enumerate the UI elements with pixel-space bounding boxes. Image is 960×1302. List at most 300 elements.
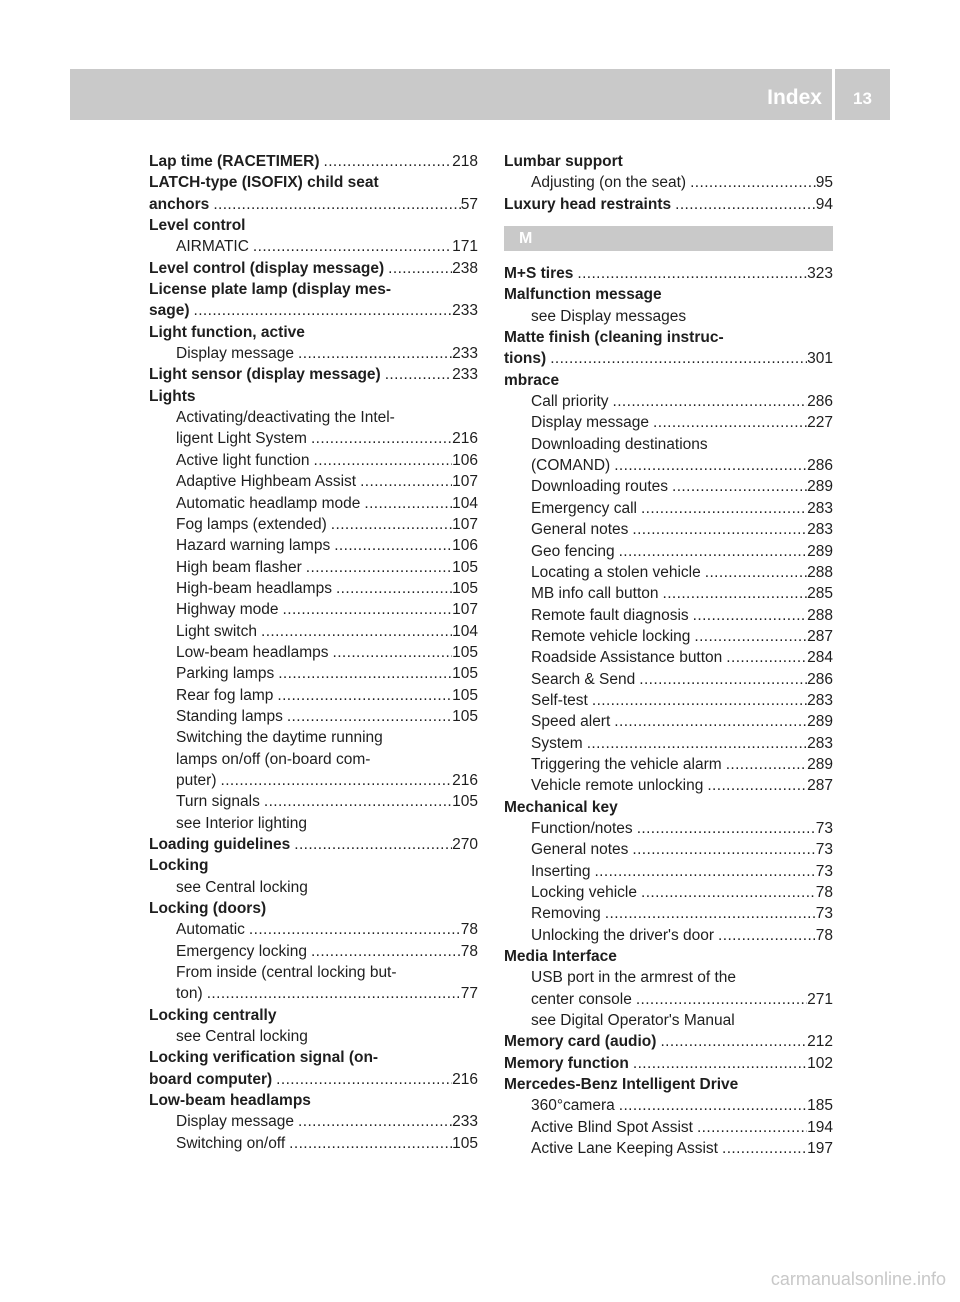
page-reference[interactable]: 284 [807,649,833,667]
index-subentry [149,919,478,940]
index-group-l-continued [504,151,833,215]
entry-text: see Central locking [176,878,308,896]
page-reference[interactable]: 185 [807,1097,833,1115]
index-subentry [149,1111,478,1132]
page-number: 13 [853,89,872,108]
page-reference[interactable]: 77 [460,985,478,1003]
page-reference[interactable]: 104 [452,622,478,640]
page-reference[interactable]: 105 [452,558,478,576]
entry-text: Level control (display message) [149,259,385,277]
entry-text: Adjusting (on the seat) [531,174,687,192]
entry-text: USB port in the armrest of the [531,969,737,987]
index-entry [149,300,478,321]
leader-dots [294,343,452,364]
index-subentry [149,621,478,642]
entry-text: see Central locking [176,1028,308,1046]
index-entry [149,855,478,876]
index-entry [504,284,833,305]
leader-dots [686,172,816,193]
page-reference[interactable]: 57 [460,195,478,213]
index-subentry [149,557,478,578]
page-reference[interactable]: 78 [460,942,478,960]
entry-text: Activating/deactivating the Intel- [176,409,395,427]
entry-text: Parking lamps [176,665,275,683]
index-entry [504,370,833,391]
entry-text: Active Lane Keeping Assist [531,1140,718,1158]
entry-text: Active Blind Spot Assist [531,1118,693,1136]
page-reference[interactable]: 78 [460,921,478,939]
leader-dots [649,412,807,433]
leader-dots [722,754,807,775]
leader-dots [307,941,461,962]
page-reference[interactable]: 289 [807,713,833,731]
entry-text: Turn signals [176,793,260,811]
page-reference[interactable]: 286 [807,457,833,475]
leader-dots [217,770,453,791]
leader-dots [330,535,452,556]
entry-text: Switching on/off [176,1134,286,1152]
entry-text: Fog lamps (extended) [176,515,327,533]
entry-text: License plate lamp (display mes- [149,281,392,299]
index-subentry [149,983,478,1004]
entry-text: 360°camera [531,1097,615,1115]
leader-dots [249,236,452,257]
index-entry [149,386,478,407]
entry-text: Matte finish (cleaning instruc- [504,329,724,347]
index-entry [149,364,478,385]
entry-text: Downloading routes [531,478,669,496]
entry-text: Remote fault diagnosis [531,606,689,624]
entry-text: Function/notes [531,819,633,837]
page-reference[interactable]: 194 [807,1118,833,1136]
index-subentry [149,941,478,962]
leader-dots [573,263,807,284]
entry-text: (COMAND) [531,457,611,475]
leader-dots [590,861,815,882]
index-entry [504,1053,833,1074]
leader-dots [632,989,807,1010]
entry-text: Luxury head restraints [504,195,672,213]
page-reference[interactable]: 78 [815,926,833,944]
entry-text: Light sensor (display message) [149,366,381,384]
entry-text: Emergency locking [176,942,307,960]
index-subentry [504,989,833,1010]
index-subentry [149,236,478,257]
page-reference[interactable]: 105 [452,793,478,811]
page-reference[interactable]: 283 [807,499,833,517]
entry-text: Removing [531,905,601,923]
leader-dots [290,834,452,855]
leader-dots [327,514,452,535]
leader-dots [283,706,452,727]
index-column-right [504,151,833,1159]
entry-text: Mechanical key [504,798,618,816]
index-entry [149,898,478,919]
entry-text: Level control [149,217,246,235]
leader-dots [320,151,453,172]
entry-text: High-beam headlamps [176,579,332,597]
entry-text: sage) [149,302,190,320]
entry-text: Inserting [531,862,591,880]
page-reference[interactable]: 107 [452,473,478,491]
index-subentry [149,535,478,556]
page-reference[interactable]: 287 [807,777,833,795]
leader-dots [279,599,453,620]
index-subentry [504,626,833,647]
leader-dots [294,1111,452,1132]
index-subentry [504,669,833,690]
page-reference[interactable]: 289 [807,755,833,773]
index-subentry [504,498,833,519]
leader-dots [610,711,807,732]
index-subentry [504,967,833,988]
entry-text: LATCH-type (ISOFIX) child seat [149,174,379,192]
entry-text: board computer) [149,1070,273,1088]
leader-dots [615,541,808,562]
entry-text: Hazard warning lamps [176,537,331,555]
index-subentry [149,1133,478,1154]
page-reference[interactable]: 73 [815,862,833,880]
entry-text: Downloading destinations [531,435,708,453]
page-reference[interactable]: 227 [807,414,833,432]
entry-text: Loading guidelines [149,836,291,853]
page-reference[interactable]: 105 [452,643,478,661]
index-subentry [504,733,833,754]
index-entry [504,348,833,369]
index-entry [149,194,478,215]
leader-dots [628,519,807,540]
leader-dots [332,578,452,599]
page-reference[interactable]: 171 [452,238,478,256]
leader-dots [693,1117,807,1138]
page-title: Index [767,86,822,109]
entry-text: Lumbar support [504,153,623,170]
index-subentry [504,172,833,193]
page-reference[interactable]: 73 [815,841,833,859]
page-reference[interactable]: 288 [807,563,833,581]
page-reference[interactable]: 287 [807,627,833,645]
entry-text: Locking vehicle [531,884,637,901]
page-reference[interactable]: 286 [807,393,833,411]
page-reference[interactable]: 105 [452,579,478,597]
index-entry [149,172,478,193]
entry-text: see Digital Operator's Manual [531,1012,735,1030]
leader-dots [310,450,453,471]
entry-text: Locking [149,857,209,875]
index-subentry [504,903,833,924]
index-subentry [504,754,833,775]
leader-dots [689,605,807,626]
page-reference[interactable]: 73 [815,905,833,923]
page-reference[interactable]: 216 [452,771,478,789]
entry-text: Adaptive Highbeam Assist [176,473,357,491]
index-subentry [504,562,833,583]
leader-dots [722,647,807,668]
page-reference[interactable]: 104 [452,494,478,512]
leader-dots [701,562,807,583]
page-reference[interactable]: 270 [452,836,478,853]
index-subentry [149,343,478,364]
page-reference[interactable]: 95 [815,174,833,192]
index-subentry [504,476,833,497]
entry-text: Standing lamps [176,707,283,725]
entry-text: lamps on/off (on-board com- [176,750,371,768]
leader-dots [272,1069,452,1090]
entry-text: Rear fog lamp [176,686,274,704]
index-subentry [149,493,478,514]
leader-dots [583,733,807,754]
index-column-left [149,151,478,1154]
entry-text: Memory function [504,1054,629,1072]
index-entry [149,322,478,343]
index-entry [504,327,833,348]
leader-dots [329,642,453,663]
page-reference[interactable]: 107 [452,515,478,533]
entry-text: Call priority [531,393,609,411]
index-subentry [149,877,478,898]
leader-dots [610,455,807,476]
page-reference[interactable]: 212 [807,1033,833,1051]
watermark: carmanualsonline.info [770,1269,946,1289]
page-reference[interactable]: 233 [452,302,478,320]
index-subentry [504,605,833,626]
entry-text: M+S tires [504,265,574,283]
index-subentry [149,813,478,834]
page-reference[interactable]: 288 [807,606,833,624]
index-entry [149,1047,478,1068]
entry-text: Locating a stolen vehicle [531,563,701,581]
index-subentry [149,663,478,684]
index-entry [504,946,833,967]
leader-dots [360,493,452,514]
page-reference[interactable]: 289 [807,542,833,560]
entry-text: Lights [149,387,196,405]
index-subentry [504,818,833,839]
index-subentry [504,583,833,604]
leader-dots [633,818,816,839]
page-reference[interactable]: 106 [452,537,478,555]
entry-text: Triggering the vehicle alarm [531,755,722,773]
entry-text: Memory card (audio) [504,1033,657,1051]
entry-text: Emergency call [531,499,637,517]
leader-dots [615,1095,807,1116]
leader-dots [356,471,452,492]
page-reference[interactable]: 197 [807,1140,833,1158]
leader-dots [257,621,452,642]
entry-text: Search & Send [531,670,636,688]
leader-dots [629,1053,807,1074]
entry-text: Malfunction message [504,286,662,304]
entry-text: General notes [531,841,629,859]
leader-dots [690,626,807,647]
index-entry [504,151,833,172]
entry-text: Locking (doors) [149,900,267,918]
leader-dots [209,194,460,215]
entry-text: see Interior lighting [176,814,307,832]
entry-text: Vehicle remote unlocking [531,777,704,795]
page-reference[interactable]: 289 [807,478,833,496]
index-entry [504,1074,833,1095]
index-subentry [149,791,478,812]
page-reference[interactable]: 233 [452,1113,478,1131]
entry-text: MB info call button [531,585,659,603]
index-subentry [149,706,478,727]
page-reference[interactable]: 283 [807,691,833,709]
page-reference[interactable]: 218 [452,153,478,170]
index-subentry [504,434,833,455]
page-reference[interactable]: 94 [815,195,833,213]
index-subentry [504,925,833,946]
index-subentry [504,519,833,540]
entry-text: Mercedes-Benz Intelligent Drive [504,1076,739,1094]
leader-dots [659,583,808,604]
index-subentry [149,514,478,535]
page-reference[interactable]: 78 [815,884,833,901]
section-letter-bar: M [504,226,833,251]
page-reference[interactable]: 283 [807,521,833,539]
index-subentry [149,578,478,599]
index-entry [149,215,478,236]
entry-text: Light function, active [149,323,305,341]
entry-text: Unlocking the driver's door [531,926,715,944]
index-subentry [149,727,478,748]
entry-text: Self-test [531,691,588,709]
page-reference[interactable]: 283 [807,734,833,752]
leader-dots [381,364,452,385]
page-reference[interactable]: 105 [452,686,478,704]
leader-dots [671,194,816,215]
leader-dots [609,391,808,412]
index-subentry [149,471,478,492]
entry-text: Switching the daytime running [176,729,383,747]
leader-dots [273,685,452,706]
page-reference[interactable]: 105 [452,707,478,725]
index-subentry [504,711,833,732]
entry-text: tions) [504,350,547,368]
leader-dots [190,300,453,321]
entry-text: General notes [531,521,629,539]
index-group-m [504,263,833,1159]
index-subentry [504,1095,833,1116]
entry-text: Display message [176,1113,295,1131]
index-subentry [149,685,478,706]
index-subentry [504,1117,833,1138]
index-entry [504,263,833,284]
leader-dots [668,476,807,497]
page-reference[interactable]: 285 [807,585,833,603]
index-entry [504,797,833,818]
page-reference[interactable]: 271 [807,990,833,1008]
page-reference[interactable]: 301 [807,350,833,368]
leader-dots [285,1133,452,1154]
index-entry [149,834,478,855]
leader-dots [718,1138,807,1159]
entry-text: Light switch [176,622,257,640]
page-reference[interactable]: 286 [807,670,833,688]
leader-dots [656,1031,807,1052]
index-entry [149,258,478,279]
leader-dots [203,983,461,1004]
leader-dots [302,557,452,578]
entry-text: Locking centrally [149,1006,277,1024]
entry-text: From inside (central locking but- [176,964,397,982]
leader-dots [601,903,816,924]
page-reference[interactable]: 106 [452,451,478,469]
index-subentry [504,412,833,433]
entry-text: System [531,734,583,752]
leader-dots [714,925,816,946]
entry-text: puter) [176,771,217,789]
index-subentry [504,647,833,668]
page-reference[interactable]: 105 [452,1134,478,1152]
index-entry [149,1069,478,1090]
page-reference[interactable]: 102 [807,1054,833,1072]
entry-text: Automatic [176,921,245,939]
page-reference[interactable]: 107 [452,601,478,619]
index-subentry [149,642,478,663]
entry-text: center console [531,990,632,1008]
leader-dots [637,882,816,903]
entry-text: mbrace [504,371,560,389]
leader-dots [546,348,807,369]
index-entry [149,279,478,300]
index-entry [149,1005,478,1026]
entry-text: Low-beam headlamps [149,1092,311,1110]
index-subentry [504,775,833,796]
page-reference[interactable]: 238 [452,259,478,277]
leader-dots [307,428,452,449]
index-subentry [149,450,478,471]
page-reference[interactable]: 233 [452,345,478,363]
page-reference[interactable]: 233 [452,366,478,384]
entry-text: Remote vehicle locking [531,627,691,645]
leader-dots [703,775,807,796]
index-subentry [149,1026,478,1047]
index-entry [149,1090,478,1111]
entry-text: Lap time (RACETIMER) [149,153,320,170]
entry-text: High beam flasher [176,558,302,576]
entry-text: Display message [176,345,295,363]
page-reference[interactable]: 73 [815,819,833,837]
index-subentry [504,391,833,412]
index-subentry [504,839,833,860]
leader-dots [260,791,452,812]
leader-dots [637,498,807,519]
entry-text: Media Interface [504,948,617,966]
page-reference[interactable]: 105 [452,665,478,683]
page-reference[interactable]: 323 [807,265,833,283]
leader-dots [274,663,452,684]
index-subentry [149,407,478,428]
index-subentry [149,770,478,791]
entry-text: Locking verification signal (on- [149,1049,379,1067]
index-subentry [504,455,833,476]
index-subentry [149,428,478,449]
index-subentry [504,690,833,711]
entry-text: Low-beam headlamps [176,643,329,661]
leader-dots [245,919,461,940]
leader-dots [384,258,452,279]
index-subentry [504,306,833,327]
index-subentry [149,962,478,983]
index-entry [149,151,478,172]
entry-text: Speed alert [531,713,611,731]
index-entry [504,1031,833,1052]
page-reference[interactable]: 216 [452,430,478,448]
entry-text: Automatic headlamp mode [176,494,361,512]
page-reference[interactable]: 216 [452,1070,478,1088]
entry-text: AIRMATIC [176,238,249,256]
